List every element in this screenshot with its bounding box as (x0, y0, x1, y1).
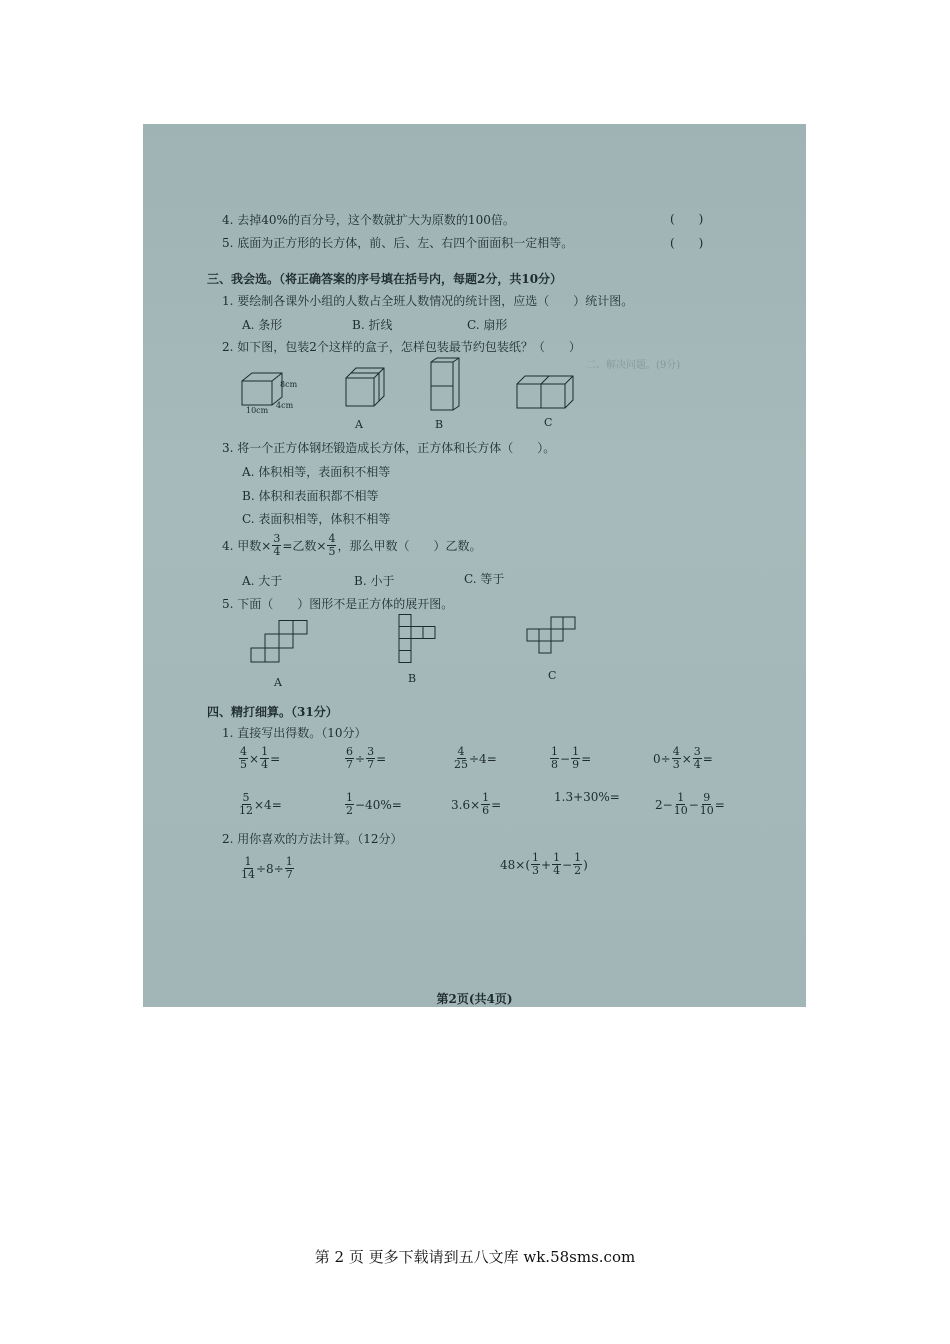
choose-q1-c: C. 扇形 (467, 318, 508, 332)
choose-q2: 2. 如下图，包装2个这样的盒子，怎样包装最节约包装纸？（ ） (222, 340, 581, 354)
scan-page-number: 第2页(共4页) (436, 992, 513, 1006)
fraction-4-5: $\frac{4}{5}$ (328, 532, 336, 558)
net-b-figure (397, 614, 439, 666)
judge-q5-answer: ( ) (670, 236, 704, 250)
choose-q1-b: B. 折线 (352, 318, 393, 332)
choose-q3-b: B. 体积和表面积都不相等 (242, 489, 379, 503)
calc-expr-2: 48×( $\frac{1}{3}$ + $\frac{1}{4}$ − $\frac{1}{2}$ ) (500, 851, 588, 877)
calc-item-3: $\frac{4}{25}$ ÷4= (454, 745, 497, 771)
judge-q5: 5. 底面为正方形的长方体，前、后、左、右四个面面积一定相等。 (222, 236, 574, 250)
choose-q4 (222, 533, 481, 558)
calc-item-6: $\frac{5}{12}$ ×4= (239, 791, 282, 817)
calc-sub2: 2. 用你喜欢的方法计算。（12分） (222, 832, 403, 846)
choose-q4-post: ，那么甲数（ ）乙数。 (337, 539, 482, 553)
net-c-label: C (548, 669, 557, 682)
choose-q4-mid: =乙数× (282, 539, 327, 553)
dim-width: 4cm (276, 401, 294, 410)
net-a-figure (249, 620, 311, 664)
choose-q1-a: A. 条形 (242, 318, 283, 332)
judge-q4-answer: ( ) (670, 212, 704, 226)
calc-sub1: 1. 直接写出得数。（10分） (222, 726, 367, 740)
choose-q4-pre: 4. 甲数× (222, 539, 272, 553)
option-c-label: C (544, 416, 553, 429)
option-a-label: A (355, 418, 363, 431)
choose-q5: 5. 下面（ ）图形不是正方体的展开图。 (222, 597, 454, 611)
net-c-figure (525, 616, 581, 656)
section-calc-title: 四、精打细算。（31分） (207, 705, 338, 719)
calc-item-8: 3.6× $\frac{1}{6}$ = (451, 791, 502, 817)
fraction-3-4: $\frac{3}{4}$ (273, 532, 281, 558)
option-b-label: B (435, 418, 444, 431)
net-b-label: B (408, 672, 417, 685)
calc-expr-1: $\frac{1}{14}$ ÷8÷ $\frac{1}{7}$ (241, 855, 293, 881)
judge-q4: 4. 去掉40%的百分号，这个数就扩大为原数的100倍。 (222, 213, 515, 227)
choose-q3-c: C. 表面积相等，体积不相等 (242, 512, 391, 526)
calc-item-9: 1.3+30%= (554, 790, 620, 804)
section-choose-title: 三、我会选。（将正确答案的序号填在括号内，每题2分，共10分） (207, 272, 563, 286)
choose-q4-c: C. 等于 (464, 572, 505, 586)
option-c-figure (515, 374, 575, 410)
choose-q4-a: A. 大于 (242, 574, 283, 588)
option-a-figure (344, 366, 389, 410)
choose-q4-b: B. 小于 (354, 574, 395, 588)
choose-q1: 1. 要绘制各课外小组的人数占全班人数情况的统计图，应选（ ）统计图。 (222, 294, 634, 308)
calc-item-5: 0÷ $\frac{4}{3}$ × $\frac{3}{4}$ = (653, 745, 713, 771)
page-footer: 第 2 页 更多下载请到五八文库 wk.58sms.com (314, 1248, 636, 1266)
calc-item-1: $\frac{4}{5}$ × $\frac{1}{4}$ = (240, 745, 281, 771)
choose-q3-a: A. 体积相等，表面积不相等 (242, 465, 391, 479)
dim-height: 8cm (280, 380, 298, 389)
dim-length: 10cm (246, 406, 269, 415)
calc-item-2: $\frac{6}{7}$ ÷ $\frac{3}{7}$ = (346, 745, 387, 771)
choose-q3: 3. 将一个正方体钢坯锻造成长方体，正方体和长方体（ ）。 (222, 441, 556, 455)
calc-item-4: $\frac{1}{8}$ − $\frac{1}{9}$ = (551, 745, 592, 771)
scanned-page: 4. 去掉40%的百分号，这个数就扩大为原数的100倍。 ( ) 5. 底面为正方形的长方体，前、后、左、右四个面面积一定相等。 ( ) 三、我会选。（将正确答案的序号填在括号内，每题2分，共10分） 1. 要绘制各课外小组的人数占全班人数情况的统计图，应选（ ）统计图。 A. 条形 B. 折线 C. 扇形 2. 如下图，包装2个这样的盒子，怎样包装最节约包装纸？（ ） 二、解决问题。(9分) 8cm 4cm 10cm A B C 3. 将一个正方体钢坯锻造成长方体，正方体和长方体（ ）。 A. 体积相等，表面积不相等 B. 体积和表面积都不相等 C. 表面积相等，体积不相等 4. 甲数× $\frac{3}{4}$ =乙数× $\frac{4}{5}$ ，那么甲数（ ）乙数。 A. 大于 B. 小于 C. 等于 5. 下面（ ）图形不是正方体的展开图。 A B C 四、精打细算。（31分） 1. 直接写出得数。（10分） $\frac{4}{5}$ × $\frac{1}{4}$ = $\frac{6}{7}$ ÷ $\frac{3}{7}$ = $\frac{4}{25}$ ÷4= $\frac{1}{8}$ − $\frac{1}{9}$ = 0÷ $\frac{4}{3}$ × $\frac{3}{4}$ = $\frac{5}{12}$ ×4= $\frac{1}{2}$ −40%= 3.6× $\frac{1}{6}$ = 1.3+30%= 2− $\frac{1}{10}$ − $\frac{9}{10}$ = 2. 用你喜欢的方法计算。（12分） $\frac{1}{14}$ ÷8÷ $\frac{1}{7}$ 48×( $\frac{1}{3}$ + $\frac{1}{4}$ − $\frac{1}{2}$ ) 第2页(共4页) (143, 124, 806, 1007)
option-b-figure (429, 356, 464, 412)
calc-item-10: 2− $\frac{1}{10}$ − $\frac{9}{10}$ = (655, 791, 725, 817)
calc-item-7: $\frac{1}{2}$ −40%= (346, 791, 402, 817)
net-a-label: A (274, 676, 282, 689)
